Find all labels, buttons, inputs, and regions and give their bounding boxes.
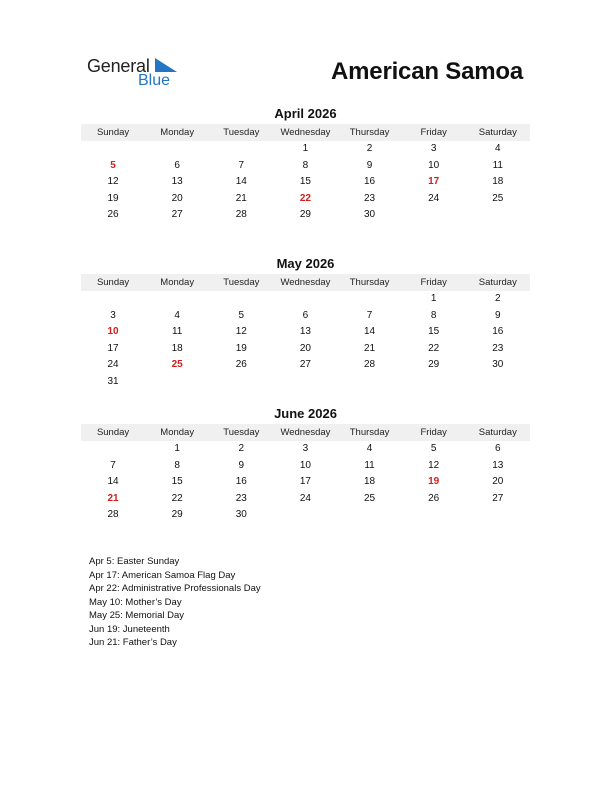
day-cell-holiday: 10: [107, 326, 119, 338]
day-cell: 8: [430, 309, 437, 321]
day-cell: 13: [492, 459, 504, 471]
day-cell: 28: [235, 209, 247, 221]
holiday-list-item: Apr 17: American Samoa Flag Day: [89, 569, 236, 581]
day-cell: 16: [492, 326, 504, 338]
day-cell: 27: [492, 492, 504, 504]
day-cell-holiday: 19: [428, 476, 440, 488]
day-cell: 7: [110, 459, 116, 471]
day-cell: 23: [492, 342, 504, 354]
day-cell: 18: [171, 342, 183, 354]
day-cell: 1: [302, 143, 309, 154]
day-cell-empty: [273, 291, 337, 308]
weekday-label: Wednesday: [280, 127, 331, 138]
day-cell: 23: [364, 192, 376, 204]
weekday-header: [81, 124, 530, 141]
day-cell: 26: [235, 359, 247, 371]
weekday-header: [81, 424, 530, 441]
holiday-list-item: May 25: Memorial Day: [89, 610, 185, 621]
day-cell: 2: [238, 443, 245, 454]
day-cell: 15: [171, 476, 183, 488]
day-cell-holiday: 22: [299, 192, 311, 204]
day-cell: 1: [430, 293, 437, 304]
weekday-label: Monday: [160, 427, 195, 438]
day-cell: 16: [235, 476, 247, 488]
day-cell: 28: [364, 359, 376, 371]
day-cell-holiday: 25: [171, 359, 183, 371]
weekday-label: Sunday: [96, 427, 130, 438]
weekday-label: Friday: [420, 277, 447, 288]
day-cell: 10: [428, 159, 440, 171]
day-cell: 25: [364, 492, 376, 504]
logo-triangle-icon: [155, 58, 177, 72]
day-cell-empty: [338, 291, 402, 308]
day-cell: 4: [174, 309, 180, 321]
day-cell: 23: [235, 492, 247, 504]
logo-word-blue: Blue: [138, 72, 171, 89]
day-cell: 29: [171, 509, 183, 521]
day-cell: 9: [238, 459, 245, 471]
weekday-label: Sunday: [96, 127, 130, 138]
weekday-label: Friday: [420, 127, 447, 138]
day-cell-empty: [81, 291, 145, 308]
day-cell-empty: [209, 141, 273, 158]
day-cell: 20: [492, 476, 504, 488]
day-cell: 26: [107, 209, 119, 221]
day-cell: 19: [235, 342, 247, 354]
day-cell: 30: [235, 509, 247, 521]
weekday-label: Wednesday: [280, 427, 331, 438]
day-cell: 24: [428, 192, 440, 204]
day-cell: 30: [364, 209, 376, 221]
month-may: [81, 256, 530, 391]
day-cell: 21: [364, 342, 376, 354]
holiday-list-item: Apr 22: Administrative Professionals Day: [89, 583, 261, 594]
day-cell: 15: [299, 176, 311, 188]
month-april: [81, 106, 530, 224]
day-cell: 24: [107, 359, 119, 371]
weekday-label: Saturday: [478, 127, 517, 138]
holiday-list: [89, 555, 261, 650]
day-grid: [81, 441, 530, 524]
weekday-label: Thursday: [349, 277, 390, 288]
day-cell: 18: [364, 476, 376, 488]
day-cell-empty: [81, 441, 145, 458]
weekday-header: [81, 274, 530, 291]
day-cell: 3: [430, 143, 437, 154]
day-cell: 14: [235, 176, 247, 188]
day-cell: 11: [492, 159, 503, 171]
day-cell: 20: [299, 342, 311, 354]
day-cell: 11: [171, 326, 183, 338]
weekday-label: Tuesday: [223, 277, 260, 288]
day-cell: 2: [495, 293, 501, 304]
day-cell: 6: [495, 443, 501, 454]
day-cell: 27: [299, 359, 311, 371]
day-cell: 17: [107, 342, 119, 354]
day-cell: 8: [302, 159, 309, 171]
logo-word-general: General: [87, 56, 150, 76]
day-cell-holiday: 21: [107, 492, 119, 504]
day-cell: 11: [364, 459, 375, 471]
day-cell: 25: [492, 192, 504, 204]
weekday-label: Tuesday: [223, 427, 260, 438]
day-cell: 27: [171, 209, 183, 221]
day-cell: 6: [302, 309, 309, 321]
month-june: [81, 406, 530, 524]
day-cell: 5: [238, 309, 245, 321]
day-cell: 3: [302, 443, 309, 454]
day-cell: 22: [171, 492, 183, 504]
day-cell: 31: [107, 375, 119, 387]
day-cell-empty: [145, 291, 209, 308]
holiday-list-item: Jun 19: Juneteenth: [89, 623, 170, 635]
day-cell-holiday: 5: [110, 159, 116, 171]
day-cell: 7: [238, 159, 245, 171]
day-grid: [81, 291, 530, 391]
day-cell: 17: [299, 476, 311, 488]
weekday-label: Thursday: [349, 427, 390, 438]
day-cell-empty: [145, 141, 209, 158]
day-grid: [81, 141, 530, 224]
weekday-label: Monday: [160, 127, 195, 138]
day-cell: 7: [366, 309, 373, 321]
day-cell: 4: [495, 143, 501, 154]
day-cell: 21: [235, 192, 247, 204]
day-cell: 1: [174, 443, 180, 454]
weekday-label: Saturday: [478, 277, 517, 288]
day-cell: 12: [428, 459, 440, 471]
weekday-label: Sunday: [96, 277, 130, 288]
day-cell: 15: [428, 326, 440, 338]
day-cell: 20: [171, 192, 183, 204]
day-cell: 12: [235, 326, 247, 338]
day-cell: 9: [366, 159, 373, 171]
weekday-label: Tuesday: [223, 127, 260, 138]
month-title: May 2026: [276, 256, 335, 271]
day-cell: 12: [107, 176, 119, 188]
day-cell: 29: [428, 359, 440, 371]
day-cell: 26: [428, 492, 440, 504]
month-title: June 2026: [274, 406, 337, 421]
day-cell: 9: [495, 309, 501, 321]
day-cell: 30: [492, 359, 504, 371]
day-cell: 13: [171, 176, 183, 188]
day-cell: 19: [107, 192, 119, 204]
day-cell: 6: [174, 159, 180, 171]
day-cell: 3: [110, 309, 116, 321]
day-cell-empty: [209, 291, 273, 308]
day-cell: 28: [107, 509, 119, 521]
day-cell-empty: [81, 141, 145, 158]
holiday-list-item: May 10: Mother’s Day: [89, 596, 182, 608]
day-cell: 10: [299, 459, 311, 471]
month-title: April 2026: [274, 106, 337, 121]
day-cell: 16: [364, 176, 376, 188]
weekday-label: Wednesday: [280, 277, 331, 288]
holiday-list-item: Apr 5: Easter Sunday: [89, 556, 180, 567]
day-cell: 13: [299, 326, 311, 338]
day-cell: 18: [492, 176, 504, 188]
country-title: American Samoa: [331, 58, 523, 85]
day-cell: 22: [428, 342, 440, 354]
day-cell: 5: [430, 443, 437, 454]
weekday-label: Thursday: [349, 127, 390, 138]
holiday-list-item: Jun 21: Father’s Day: [89, 637, 177, 648]
weekday-label: Saturday: [478, 427, 517, 438]
day-cell: 8: [174, 459, 180, 471]
day-cell: 14: [364, 326, 376, 338]
day-cell: 29: [299, 209, 311, 221]
day-cell: 24: [299, 492, 311, 504]
day-cell-holiday: 17: [428, 176, 440, 188]
generalblue-logo: [87, 56, 187, 92]
weekday-label: Monday: [160, 277, 195, 288]
day-cell: 4: [366, 443, 373, 454]
day-cell: 2: [366, 143, 373, 154]
weekday-label: Friday: [420, 427, 447, 438]
day-cell: 14: [107, 476, 119, 488]
